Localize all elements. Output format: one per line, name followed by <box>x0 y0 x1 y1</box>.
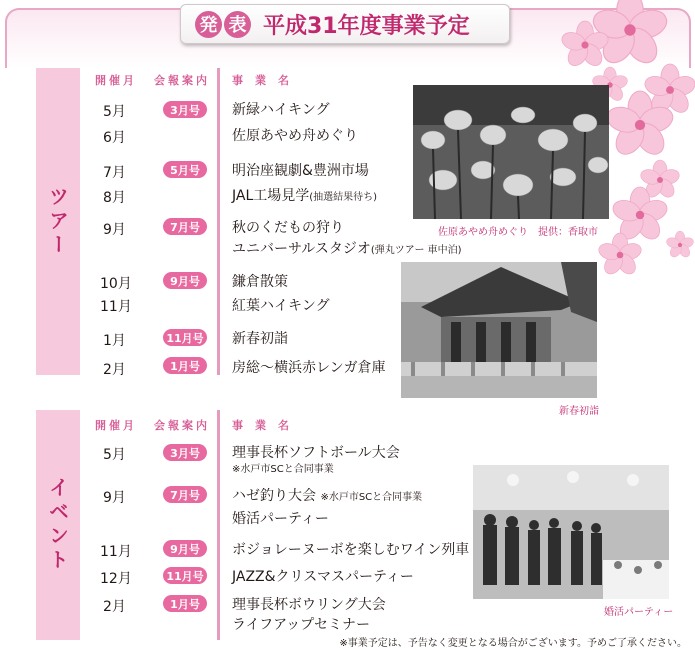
tour-item: 佐原あやめ舟めぐり <box>232 128 358 144</box>
tour-month: 11月 <box>100 299 132 315</box>
tour-divider <box>217 68 220 375</box>
tour-item: 明治座観劇&豊洲市場 <box>232 163 369 179</box>
shrine-photo-caption: 新春初詣 <box>559 406 599 417</box>
event-divider <box>217 410 220 640</box>
tour-section-label: ツアー <box>36 68 80 375</box>
tour-bulletin-pill: 3月号 <box>163 101 207 118</box>
tour-month: 7月 <box>103 165 126 181</box>
tour-item: 紅葉ハイキング <box>232 298 330 314</box>
tour-item: JAL工場見学(抽選結果待ち) <box>232 188 378 204</box>
party-photo-caption: 婚活パーティー <box>604 607 674 618</box>
header-month: 開催月 <box>95 74 137 87</box>
tour-item: 新緑ハイキング <box>232 102 330 118</box>
event-bulletin-pill: 7月号 <box>163 486 207 503</box>
event-bulletin-pill: 11月号 <box>163 567 207 584</box>
event-bulletin-pill: 9月号 <box>163 540 207 557</box>
header-project: 事業名 <box>232 74 301 87</box>
tour-bulletin-pill: 7月号 <box>163 218 207 235</box>
tour-month: 9月 <box>103 222 126 238</box>
tour-month: 5月 <box>103 104 126 120</box>
event-month: 11月 <box>100 544 132 560</box>
tour-item: ユニバーサルスタジオ(弾丸ツアー 車中泊) <box>232 241 462 257</box>
title-banner <box>180 4 510 44</box>
event-section-label: イベント <box>36 410 80 640</box>
tour-item: 房総～横浜赤レンガ倉庫 <box>232 360 386 376</box>
event-item: 理事長杯ソフトボール大会 <box>232 445 400 461</box>
event-item: ハゼ釣り大会 ※水戸市SCと合同事業 <box>232 488 423 504</box>
tour-bulletin-pill: 5月号 <box>163 161 207 178</box>
event-bulletin-pill: 3月号 <box>163 444 207 461</box>
event-bulletin-pill: 1月号 <box>163 595 207 612</box>
header-bulletin: 会報案内 <box>154 419 210 432</box>
event-item: ライフアップセミナー <box>232 617 371 633</box>
tour-month: 8月 <box>103 190 126 206</box>
tour-item: 秋のくだもの狩り <box>232 220 344 236</box>
header-month: 開催月 <box>95 419 137 432</box>
tour-month: 1月 <box>103 333 126 349</box>
event-month: 9月 <box>103 490 126 506</box>
header-bulletin: 会報案内 <box>154 74 210 87</box>
tour-bulletin-pill: 1月号 <box>163 357 207 374</box>
event-item: 理事長杯ボウリング大会 <box>232 597 386 613</box>
tour-item: 新春初詣 <box>232 331 288 347</box>
footnote: ※事業予定は、予告なく変更となる場合がございます。予めご了承ください。 <box>339 638 687 649</box>
tour-item: 鎌倉散策 <box>232 274 288 290</box>
page-title: 平成31年度事業予定 <box>263 13 470 39</box>
event-item-note: ※水戸市SCと合同事業 <box>232 464 334 475</box>
party-photo <box>473 465 669 599</box>
tour-bulletin-pill: 9月号 <box>163 272 207 289</box>
tour-month: 2月 <box>103 362 126 378</box>
event-month: 5月 <box>103 447 126 463</box>
iris-photo <box>413 85 609 219</box>
title-badge-2: 表 <box>224 11 251 38</box>
tour-bulletin-pill: 11月号 <box>163 329 207 346</box>
iris-photo-caption: 佐原あやめ舟めぐり 提供：香取市 <box>438 227 598 238</box>
tour-month: 6月 <box>103 130 126 146</box>
event-item: JAZZ&クリスマスパーティー <box>232 569 414 585</box>
event-item: 婚活パーティー <box>232 511 329 527</box>
tour-month: 10月 <box>100 276 132 292</box>
header-project: 事業名 <box>232 419 301 432</box>
shrine-photo <box>401 262 597 398</box>
title-badge-1: 発 <box>195 11 222 38</box>
event-item: ボジョレーヌーボを楽しむワイン列車 <box>232 542 470 558</box>
event-month: 2月 <box>103 599 126 615</box>
event-month: 12月 <box>100 571 132 587</box>
